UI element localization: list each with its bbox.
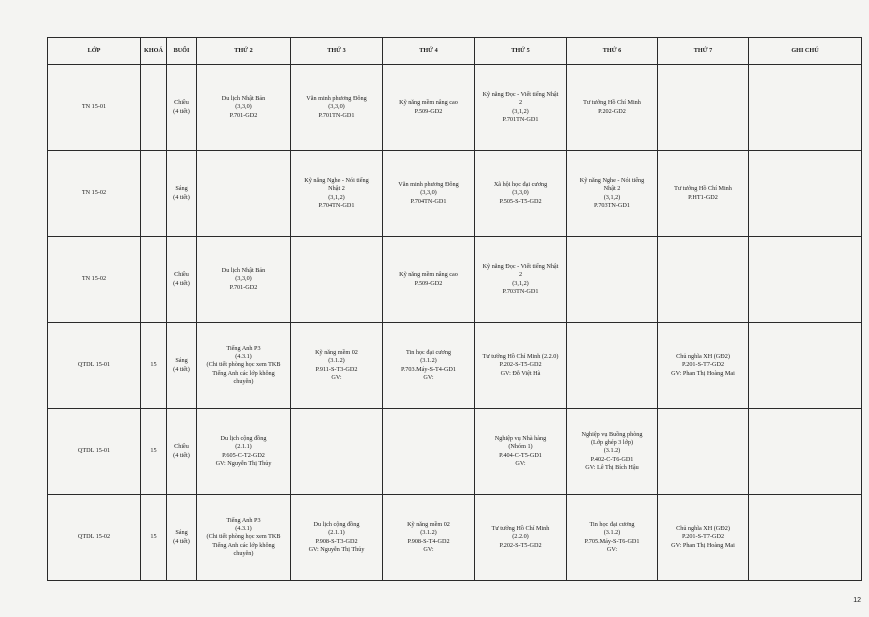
cell-line: (4.3.1): [235, 353, 252, 361]
cell-line: (3,3,0): [328, 103, 345, 111]
schedule-cell-thu-7: [658, 409, 749, 495]
cell-line: Du lịch cộng đồng: [313, 521, 360, 529]
cell-line: P.908-S-T3-GD2: [315, 537, 358, 545]
cell-line: P.701TN-GD1: [502, 115, 539, 123]
header-thu-3: THỨ 3: [291, 38, 383, 65]
schedule-cell-thu-7: [658, 495, 749, 581]
cell-line: Chủ nghĩa XH (GĐ2): [676, 525, 730, 533]
cell-line: (3.1.2): [420, 357, 437, 365]
cell-line: Nghiệp vụ Buồng phòng: [581, 430, 643, 438]
cell-line: GV: Nguyễn Thị Thủy: [215, 459, 272, 467]
cell-line: (Lớp ghép 3 lớp): [590, 439, 634, 447]
schedule-cell-thu-4: [383, 151, 475, 237]
cell-line: (3,1,2): [512, 107, 529, 115]
cell-line: Tiếng Anh P3: [226, 344, 261, 352]
table-row: [48, 151, 862, 237]
cell-line: P.201-S-T7-GD2: [681, 533, 725, 541]
cell-line: P.404-C-T5-GD1: [499, 451, 542, 459]
course-year-cell: 15: [141, 495, 167, 581]
header-thu-5: THỨ 5: [475, 38, 567, 65]
session-line: Sáng: [175, 357, 188, 365]
cell-line: (3.1.2): [603, 447, 621, 455]
session-line: Sáng: [175, 185, 188, 193]
cell-line: GV:: [515, 459, 526, 467]
cell-line: P.701-GD2: [229, 283, 258, 291]
class-name-cell: QTDL 15-02: [48, 495, 141, 581]
cell-line: Tư tưởng Hồ Chí Minh: [674, 185, 732, 193]
cell-line: P.402-C-T6-GD1: [590, 455, 634, 463]
session-cell: [167, 323, 197, 409]
cell-line: Kỹ năng Đọc - Viết tiếng Nhật: [482, 91, 559, 99]
session-cell: [167, 237, 197, 323]
cell-line: P.703TN-GD1: [502, 287, 539, 295]
cell-line: (3.1.2): [603, 529, 621, 537]
cell-line: GV: Đỗ Việt Hà: [500, 369, 541, 377]
session-line: Chiều: [174, 271, 189, 279]
schedule-cell-thu-2: [197, 409, 291, 495]
cell-line: 2: [518, 271, 523, 279]
cell-line: GV: Lê Thị Bích Hậu: [585, 463, 639, 471]
session-cell: [167, 409, 197, 495]
cell-line: chuyên): [233, 549, 254, 557]
schedule-cell-thu-7: [658, 151, 749, 237]
schedule-cell-thu-2: [197, 151, 291, 237]
course-year-cell: [141, 237, 167, 323]
cell-line: P.202-S-T5-GD2: [499, 541, 542, 549]
cell-line: Nhật 2: [603, 185, 621, 193]
cell-line: P.701-GD2: [229, 111, 258, 119]
cell-line: Kỹ năng mềm nâng cao: [399, 271, 458, 279]
cell-line: (3,3,0): [235, 103, 252, 111]
cell-line: Kỹ năng Nghe - Nói tiếng: [579, 177, 645, 185]
schedule-cell-ghi-chu: [749, 237, 862, 323]
cell-line: P.703.Máy-S-T4-GD1: [401, 365, 456, 373]
cell-line: (3.1.2): [328, 357, 345, 365]
cell-line: Kỹ năng mềm 02: [315, 349, 358, 357]
schedule-cell-thu-6: [567, 237, 658, 323]
session-cell: [167, 65, 197, 151]
cell-line: Tin học đại cương: [405, 349, 452, 357]
cell-line: P.701TN-GD1: [318, 111, 355, 119]
header-lop: LỚP: [48, 38, 141, 65]
schedule-cell-thu-6: [567, 151, 658, 237]
cell-line: Tiếng Anh các lớp không: [212, 369, 275, 377]
session-line: (4 tiết): [173, 537, 190, 545]
header-khoa: KHOÁ: [141, 38, 167, 65]
cell-line: Nhật 2: [328, 185, 345, 193]
table-row: [48, 323, 862, 409]
cell-line: P.509-GD2: [414, 107, 443, 115]
cell-line: (2.2.0): [512, 533, 529, 541]
schedule-cell-thu-2: [197, 237, 291, 323]
cell-line: (3,3,0): [235, 275, 252, 283]
schedule-cell-thu-4: [383, 495, 475, 581]
cell-line: Nghiệp vụ Nhà hàng: [494, 435, 547, 443]
session-line: (4 tiết): [173, 279, 190, 287]
session-line: Sáng: [175, 529, 188, 537]
timetable: [47, 37, 862, 581]
schedule-cell-thu-5: [475, 495, 567, 581]
cell-line: (3,3,0): [420, 189, 437, 197]
cell-line: (3.1.2): [420, 529, 437, 537]
schedule-cell-thu-3: [291, 323, 383, 409]
header-buoi: BUỔI: [167, 38, 197, 65]
table-row: [48, 495, 862, 581]
schedule-cell-thu-5: [475, 409, 567, 495]
schedule-cell-thu-2: [197, 323, 291, 409]
cell-line: (3,1,2): [603, 193, 621, 201]
schedule-cell-thu-5: [475, 151, 567, 237]
class-name-cell: TN 15-02: [48, 237, 141, 323]
cell-line: Kỹ năng Nghe - Nói tiếng: [304, 177, 369, 185]
header-thu-2: THỨ 2: [197, 38, 291, 65]
cell-line: Tư tưởng Hồ Chí Minh: [491, 525, 550, 533]
cell-line: P.705.Máy-S-T6-GD1: [584, 537, 640, 545]
table-row: [48, 237, 862, 323]
session-line: (4 tiết): [173, 193, 190, 201]
cell-line: (Nhóm 1): [508, 443, 533, 451]
schedule-cell-thu-4: [383, 65, 475, 151]
header-ghi-chu: GHI CHÚ: [749, 38, 862, 65]
schedule-cell-thu-5: [475, 237, 567, 323]
schedule-cell-thu-3: [291, 237, 383, 323]
cell-line: P.911-S-T3-GD2: [315, 365, 358, 373]
cell-line: Chủ nghĩa XH (GĐ2): [676, 353, 730, 361]
cell-line: P.703TN-GD1: [594, 201, 630, 209]
schedule-cell-ghi-chu: [749, 495, 862, 581]
cell-line: GV:: [423, 373, 434, 381]
cell-line: Du lịch Nhật Bản: [221, 95, 266, 103]
schedule-cell-thu-3: [291, 495, 383, 581]
cell-line: P.202-GD2: [598, 107, 626, 115]
cell-line: Kỹ năng mềm 02: [407, 521, 450, 529]
schedule-cell-thu-2: [197, 65, 291, 151]
schedule-cell-ghi-chu: [749, 323, 862, 409]
schedule-cell-thu-4: [383, 409, 475, 495]
session-line: Chiều: [174, 99, 189, 107]
cell-line: Tin học đại cương: [589, 521, 635, 529]
cell-line: (3,1,2): [328, 193, 345, 201]
session-line: Chiều: [174, 443, 189, 451]
class-name-cell: QTDL 15-01: [48, 409, 141, 495]
cell-line: Du lịch Nhật Bản: [221, 267, 266, 275]
schedule-cell-thu-3: [291, 409, 383, 495]
cell-line: P.202-S-T5-GD2: [499, 361, 542, 369]
cell-line: GV: Phan Thị Hoàng Mai: [671, 369, 735, 377]
course-year-cell: 15: [141, 409, 167, 495]
table-row: [48, 409, 862, 495]
cell-line: Xã hội học đại cương: [493, 181, 548, 189]
schedule-cell-thu-4: [383, 323, 475, 409]
cell-line: Tiếng Anh các lớp không: [212, 541, 275, 549]
cell-line: GV:: [606, 545, 618, 553]
course-year-cell: 15: [141, 323, 167, 409]
cell-line: Kỹ năng mềm nâng cao: [399, 99, 458, 107]
cell-line: Tư tưởng Hồ Chí Minh: [583, 99, 641, 107]
schedule-cell-thu-6: [567, 409, 658, 495]
cell-line: chuyên): [233, 377, 254, 385]
cell-line: (4.3.1): [235, 525, 252, 533]
schedule-cell-thu-6: [567, 323, 658, 409]
header-thu-6: THỨ 6: [567, 38, 658, 65]
class-name-cell: TN 15-02: [48, 151, 141, 237]
cell-line: P.908-S-T4-GD2: [407, 537, 450, 545]
header-thu-7: THỨ 7: [658, 38, 749, 65]
cell-line: (2.1.1): [328, 529, 345, 537]
schedule-cell-thu-6: [567, 65, 658, 151]
session-cell: [167, 495, 197, 581]
schedule-cell-thu-3: [291, 151, 383, 237]
schedule-cell-ghi-chu: [749, 151, 862, 237]
cell-line: P.HT1-GD2: [688, 193, 718, 201]
schedule-cell-thu-5: [475, 323, 567, 409]
cell-line: Du lịch cộng đồng: [220, 435, 267, 443]
course-year-cell: [141, 151, 167, 237]
cell-line: P.704TN-GD1: [318, 201, 355, 209]
header-row: [48, 38, 862, 65]
cell-line: Tiếng Anh P3: [226, 516, 261, 524]
cell-line: Văn minh phương Đông: [398, 181, 459, 189]
cell-line: Kỹ năng Đọc - Viết tiếng Nhật: [482, 263, 559, 271]
schedule-cell-thu-7: [658, 65, 749, 151]
cell-line: (Chi tiết phòng học xem TKB: [206, 361, 281, 369]
schedule-cell-thu-6: [567, 495, 658, 581]
cell-line: GV: Phan Thị Hoàng Mai: [671, 541, 735, 549]
header-thu-4: THỨ 4: [383, 38, 475, 65]
cell-line: P.509-GD2: [414, 279, 443, 287]
session-line: (4 tiết): [173, 365, 190, 373]
cell-line: P.704TN-GD1: [410, 197, 447, 205]
cell-line: P.605-C-T2-GD2: [222, 451, 265, 459]
cell-line: Văn minh phương Đông: [306, 95, 367, 103]
cell-line: GV:: [423, 545, 434, 553]
schedule-cell-ghi-chu: [749, 409, 862, 495]
cell-line: (3,1,2): [512, 279, 529, 287]
class-name-cell: QTDL 15-01: [48, 323, 141, 409]
schedule-cell-thu-5: [475, 65, 567, 151]
page-number: 12: [853, 597, 861, 604]
session-cell: [167, 151, 197, 237]
cell-line: GV:: [331, 373, 342, 381]
cell-line: Tư tưởng Hồ Chí Minh (2.2.0): [482, 353, 559, 361]
schedule-cell-thu-2: [197, 495, 291, 581]
cell-line: (3,3,0): [512, 189, 529, 197]
cell-line: (2.1.1): [235, 443, 252, 451]
course-year-cell: [141, 65, 167, 151]
schedule-cell-thu-3: [291, 65, 383, 151]
schedule-cell-thu-7: [658, 323, 749, 409]
schedule-cell-thu-7: [658, 237, 749, 323]
cell-line: P.201-S-T7-GD2: [681, 361, 725, 369]
class-name-cell: TN 15-01: [48, 65, 141, 151]
schedule-cell-ghi-chu: [749, 65, 862, 151]
session-line: (4 tiết): [173, 107, 190, 115]
schedule-cell-thu-4: [383, 237, 475, 323]
cell-line: (Chi tiết phòng học xem TKB: [206, 533, 281, 541]
cell-line: 2: [518, 99, 523, 107]
cell-line: GV: Nguyễn Thị Thủy: [308, 545, 365, 553]
session-line: (4 tiết): [173, 451, 190, 459]
table-row: [48, 65, 862, 151]
cell-line: P.505-S-T5-GD2: [499, 197, 542, 205]
